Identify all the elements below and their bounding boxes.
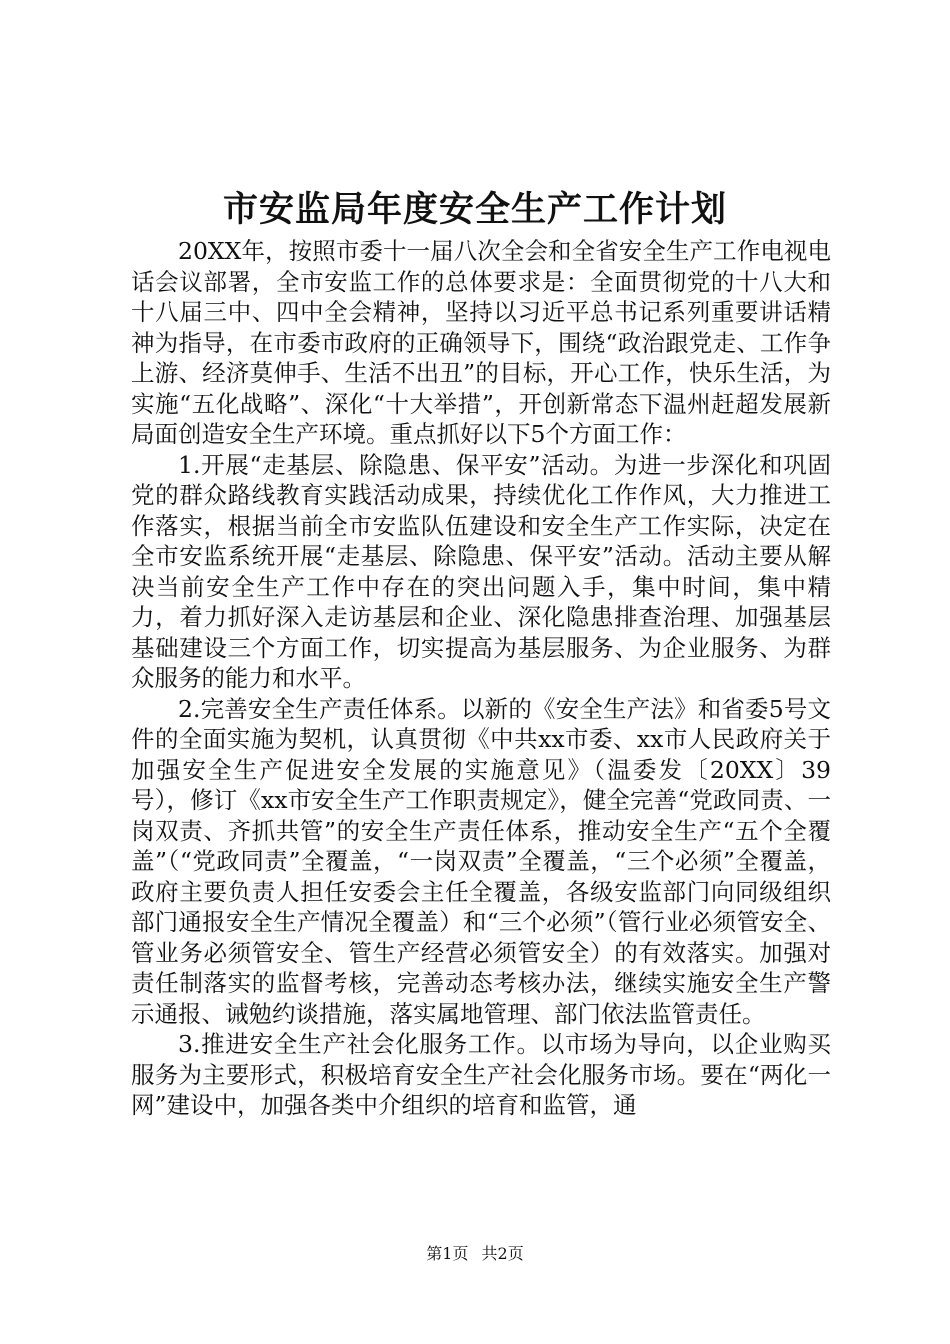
paragraph-intro: 20XX年，按照市委十一届八次全会和全省安全生产工作电视电话会议部署，全市安监工作的总体要求是：全面贯彻党的十八大和十八届三中、四中全会精神，坚持以习近平总书记系列重要讲话精神为指导，在市委市政府的正确领导下，围绕“政治跟党走、工作争上游、经济莫伸手、生活不出丑”的目标，开心工作，快乐生活，为实施“五化战略”、深化“十大举措”，开创新常态下温州赶超发展新局面创造安全生产环境。重点抓好以下5个方面工作：	[131, 237, 831, 448]
paragraph-item-1: 1.开展“走基层、除隐患、保平安”活动。为进一步深化和巩固党的群众路线教育实践活动成果，持续优化工作作风，大力推进工作落实，根据当前全市安监队伍建设和安全生产工作实际，决定在全市安监系统开展“走基层、除隐患、保平安”活动。活动主要从解决当前安全生产工作中存在的突出问题入手，集中时间，集中精力，着力抓好深入走访基层和企业、深化隐患排查治理、加强基层基础建设三个方面工作，切实提高为基层服务、为企业服务、为群众服务的能力和水平。	[131, 450, 831, 692]
paragraph-item-2: 2.完善安全生产责任体系。以新的《安全生产法》和省委5号文件的全面实施为契机，认真贯彻《中共xx市委、xx市人民政府关于加强安全生产促进安全发展的实施意见》（温委发〔20XX〕39号），修订《xx市安全生产工作职责规定》，健全完善“党政同责、一岗双责、齐抓共管”的安全生产责任体系，推动安全生产“五个全覆盖”（“党政同责”全覆盖，“一岗双责”全覆盖，“三个必须”全覆盖，政府主要负责人担任安委会主任全覆盖，各级安监部门向同级组织部门通报安全生产情况全覆盖）和“三个必须”（管行业必须管安全、管业务必须管安全、管生产经营必须管安全）的有效落实。加强对责任制落实的监督考核，完善动态考核办法，继续实施安全生产警示通报、诫勉约谈措施，落实属地管理、部门依法监管责任。	[131, 694, 831, 1028]
page-number-total: 共2页	[481, 1244, 524, 1263]
page-footer	[0, 1243, 950, 1265]
paragraph-item-3: 3.推进安全生产社会化服务工作。以市场为导向，以企业购买服务为主要形式，积极培育安全生产社会化服务市场。要在“两化一网”建设中，加强各类中介组织的培育和监管，通	[131, 1030, 831, 1119]
document-title: 市安监局年度安全生产工作计划	[222, 189, 727, 230]
page-number-current: 第1页	[426, 1244, 469, 1263]
document-body	[131, 236, 831, 1121]
